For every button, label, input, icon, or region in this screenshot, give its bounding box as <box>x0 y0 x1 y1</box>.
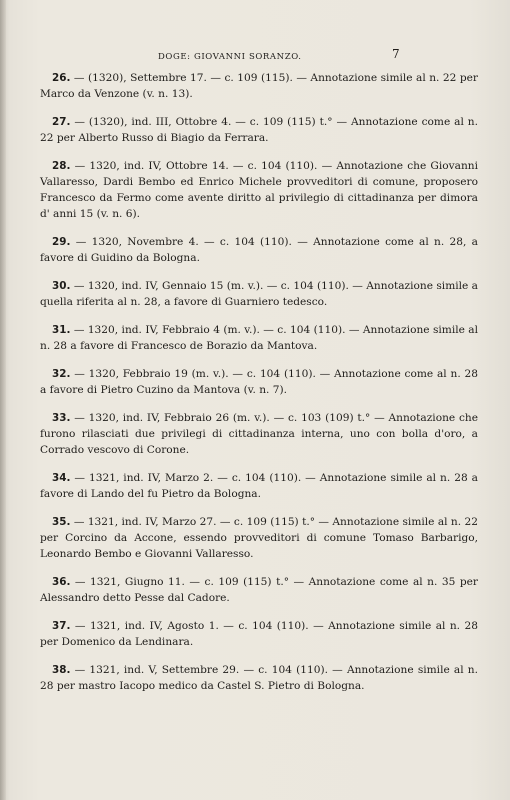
entry-number: 30. <box>52 280 71 292</box>
entry-number: 35. <box>52 516 71 528</box>
entry-35 <box>40 514 478 562</box>
entry-text: — 1320, ind. IV, Febbraio 4 (m. v.). — c. 104 (110). — Annotazione simile al n. 28 a favore di Francesco de Borazio da Mantova. <box>40 324 478 352</box>
page-spine-shadow <box>0 0 6 800</box>
entry-text: — 1320, ind. IV, Gennaio 15 (m. v.). — c. 104 (110). — Annotazione simile a quella riferita al n. 28, a favore di Guarniero tedesco. <box>40 280 478 308</box>
entry-text: — 1321, ind. IV, Agosto 1. — c. 104 (110). — Annotazione simile al n. 28 per Domenico da Lendinara. <box>40 620 478 648</box>
entry-number: 36. <box>52 576 71 588</box>
entry-text: — 1320, ind. IV, Ottobre 14. — c. 104 (110). — Annotazione che Giovanni Vallaresso, Dardi Bembo ed Enrico Michele provveditori di comune, proposero Francesco da Fermo come avente diritto al privilegio di cittadinanza per dimora d' anni 15 (v. n. 6). <box>40 160 478 220</box>
entry-text: — 1320, Novembre 4. — c. 104 (110). — Annotazione come al n. 28, a favore di Guidino da Bologna. <box>40 236 478 264</box>
entry-number: 34. <box>52 472 71 484</box>
entry-26 <box>40 70 478 102</box>
entry-text: — 1320, ind. IV, Febbraio 26 (m. v.). — c. 103 (109) t.° — Annotazione che furono rilasciati due privilegi di cittadinanza interna, uno con bolla d'oro, a Corrado vescovo di Corone. <box>40 412 478 456</box>
entry-text: — 1321, ind. V, Settembre 29. — c. 104 (110). — Annotazione simile al n. 28 per mastro Iacopo medico da Castel S. Pietro di Bologna. <box>40 664 478 692</box>
entry-30 <box>40 278 478 310</box>
entry-number: 27. <box>52 116 71 128</box>
entry-number: 28. <box>52 160 71 172</box>
entry-38 <box>40 662 478 694</box>
entry-text: — 1321, Giugno 11. — c. 109 (115) t.° — Annotazione come al n. 35 per Alessandro detto Pesse dal Cadore. <box>40 576 478 604</box>
entry-32 <box>40 366 478 398</box>
entry-text: — (1320), ind. III, Ottobre 4. — c. 109 (115) t.° — Annotazione come al n. 22 per Alberto Russo di Biagio da Ferrara. <box>40 116 478 144</box>
entry-27 <box>40 114 478 146</box>
entry-34 <box>40 470 478 502</box>
entry-number: 37. <box>52 620 71 632</box>
entry-text: — 1321, ind. IV, Marzo 2. — c. 104 (110). — Annotazione simile al n. 28 a favore di Lando del fu Pietro da Bologna. <box>40 472 478 500</box>
entry-text: — 1320, Febbraio 19 (m. v.). — c. 104 (110). — Annotazione come al n. 28 a favore di Pietro Cuzino da Mantova (v. n. 7). <box>40 368 478 396</box>
entry-36 <box>40 574 478 606</box>
entry-number: 33. <box>52 412 71 424</box>
entry-28 <box>40 158 478 222</box>
entry-number: 29. <box>52 236 71 248</box>
entry-number: 31. <box>52 324 71 336</box>
page-number: 7 <box>392 47 400 61</box>
running-title: DOGE: GIOVANNI SORANZO. <box>158 52 302 62</box>
entries-list <box>40 70 478 706</box>
entry-31 <box>40 322 478 354</box>
entry-number: 38. <box>52 664 71 676</box>
entry-number: 26. <box>52 72 71 84</box>
entry-29 <box>40 234 478 266</box>
entry-37 <box>40 618 478 650</box>
entry-text: — (1320), Settembre 17. — c. 109 (115). — Annotazione simile al n. 22 per Marco da Venzone (v. n. 13). <box>40 72 478 100</box>
entry-text: — 1321, ind. IV, Marzo 27. — c. 109 (115) t.° — Annotazione simile al n. 22 per Corcino da Accone, essendo provveditori di comune Tomaso Barbarigo, Leonardo Bembo e Giovanni Vallaresso. <box>40 516 478 560</box>
entry-number: 32. <box>52 368 71 380</box>
entry-33 <box>40 410 478 458</box>
